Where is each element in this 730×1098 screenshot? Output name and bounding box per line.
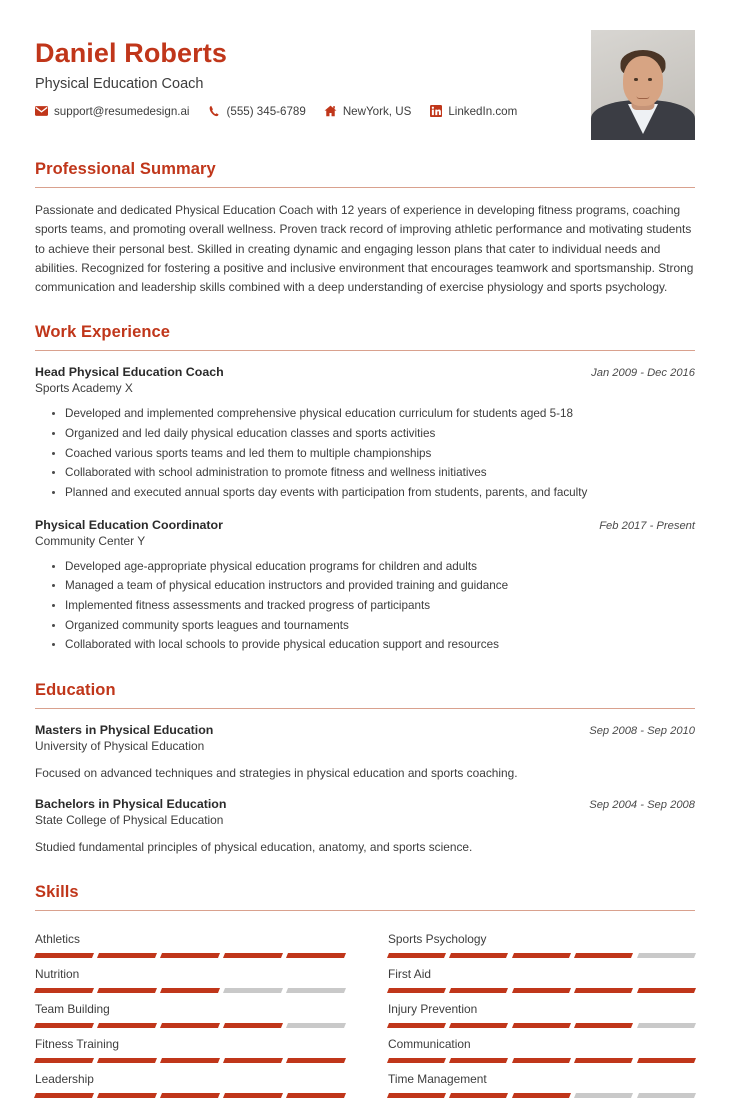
skill-level-segment [637,953,696,958]
school-name: State College of Physical Education [35,813,224,828]
skill-level-segment [97,1058,157,1063]
skill-level-segment [160,1093,220,1098]
skill-level-segment [97,1023,157,1028]
skill-label: Time Management [388,1071,487,1086]
skill-label: Leadership [35,1071,94,1086]
skill-label: Nutrition [35,966,80,981]
header-text-block [35,30,517,118]
skill-label: Fitness Training [35,1036,119,1051]
skill-level-bar [388,1023,695,1028]
photo-mouth [637,96,650,99]
contact-text: support@resumedesign.ai [54,104,190,118]
skill-level-segment [97,953,157,958]
summary-text: Passionate and dedicated Physical Education Coach with 12 years of experience in developing fitness programs, coaching sports teams, and promoting overall wellness. Proven track record of improving athletic performance and motivating students to achieve their personal best. Skilled in creating dynamic and engaging lesson plans that cater to individual needs and abilities. Recognized for fostering a positive and inclusive environment that encourages teamwork and sportsmanship. Strong communication and leadership skills combined with a deep understanding of exercise physiology and sports psychology. [35,203,694,295]
job-date-range: Jan 2009 - Dec 2016 [591,367,695,380]
skill-level-segment [387,1093,446,1098]
skill-item [388,993,695,1028]
photo-eye-left [634,78,638,81]
home-icon [324,105,337,118]
list-item: Collaborated with school administration to promote fitness and wellness initiatives [52,463,695,483]
section-divider [35,910,695,911]
job-title: Physical Education Coach [35,75,204,92]
skill-item [388,1028,695,1063]
degree-title: Bachelors in Physical Education [35,797,227,812]
section-skills [35,883,695,1098]
contact-text: NewYork, US [342,104,412,118]
skill-level-segment [286,988,346,993]
job-bullet-list [52,557,695,655]
avatar [591,30,695,134]
skill-level-segment [512,1093,571,1098]
contact-text: (555) 345-6789 [226,104,306,118]
section-professional-summary [35,160,695,297]
list-item: Coached various sports teams and led them to multiple championships [52,444,695,464]
skill-item [35,958,345,993]
skill-level-segment [387,953,446,958]
skill-item [35,1028,345,1063]
skill-level-segment [223,1058,283,1063]
skill-level-segment [160,953,220,958]
skill-level-segment [34,1093,94,1098]
skill-level-segment [160,1023,220,1028]
job-date-range: Feb 2017 - Present [599,519,695,532]
section-divider [35,708,695,709]
resume-header [35,0,695,134]
skill-level-segment [449,1058,508,1063]
work-entry-header [35,365,695,379]
job-role: Physical Education Coordinator [35,517,223,532]
skill-item [388,1063,695,1098]
list-item: Collaborated with local schools to provide physical education support and resources [52,635,695,655]
contact-item-email[interactable] [35,105,190,118]
list-item: Planned and executed annual sports day events with participation from students, parents, and faculty [52,483,695,503]
skill-level-segment [512,988,571,993]
skill-level-segment [286,1093,346,1098]
list-item: Implemented fitness assessments and tracked progress of participants [52,596,695,616]
skill-label: Communication [388,1036,471,1051]
skill-level-segment [34,988,94,993]
section-education [35,681,695,857]
skill-level-segment [160,988,220,993]
contact-item-home[interactable] [324,105,412,118]
skill-level-bar [35,1093,345,1098]
skill-level-segment [512,953,571,958]
skill-level-segment [449,1023,508,1028]
skill-level-segment [97,988,157,993]
degree-title: Masters in Physical Education [35,722,214,737]
job-organization: Community Center Y [35,533,146,548]
skill-level-bar [388,953,695,958]
skills-grid [35,923,695,1098]
photo-eye-right [648,78,652,81]
skill-level-segment [449,988,508,993]
skill-level-segment [223,988,283,993]
section-divider [35,350,695,351]
skill-level-segment [512,1023,571,1028]
skill-item [35,1063,345,1098]
skill-level-segment [160,1058,220,1063]
job-bullet-list [52,404,695,502]
skill-level-segment [637,988,696,993]
skill-level-segment [34,953,94,958]
email-icon [35,105,48,118]
list-item: Managed a team of physical education instructors and provided training and guidance [52,576,695,596]
job-organization: Sports Academy X [35,381,133,396]
list-item: Developed age-appropriate physical education programs for children and adults [52,557,695,577]
skill-level-bar [388,988,695,993]
education-date-range: Sep 2004 - Sep 2008 [589,799,695,812]
education-description: Focused on advanced techniques and strategies in physical education and sports coaching. [35,765,518,780]
skill-level-segment [286,953,346,958]
skill-item [388,923,695,958]
skill-level-segment [34,1058,94,1063]
skill-item [388,958,695,993]
skill-label: Sports Psychology [388,931,487,946]
work-entry-header [35,518,695,532]
contact-item-linkedin[interactable] [429,105,517,118]
skill-level-segment [449,953,508,958]
skill-level-segment [574,988,633,993]
skill-item [35,993,345,1028]
phone-icon [208,105,221,118]
skill-level-segment [387,1023,446,1028]
contact-item-phone[interactable] [208,105,306,118]
skill-level-segment [637,1093,696,1098]
section-title-education: Education [35,680,116,699]
section-title-summary: Professional Summary [35,160,216,178]
skill-level-segment [637,1023,696,1028]
list-item: Organized and led daily physical education classes and sports activities [52,424,695,444]
skill-level-segment [387,988,446,993]
education-entry [35,797,695,856]
skill-level-segment [512,1058,571,1063]
skill-level-segment [286,1058,346,1063]
education-date-range: Sep 2008 - Sep 2010 [589,724,695,737]
education-entry [35,723,695,782]
skill-level-segment [574,953,633,958]
job-role: Head Physical Education Coach [35,365,224,380]
section-title-work: Work Experience [35,323,171,342]
work-entry [35,365,695,502]
list-item: Developed and implemented comprehensive physical education curriculum for students aged 5-18 [52,404,695,424]
education-entry-header [35,797,695,811]
skill-level-segment [387,1058,446,1063]
skill-level-segment [34,1023,94,1028]
skill-level-bar [35,1023,345,1028]
list-item: Organized community sports leagues and tournaments [52,616,695,636]
work-entry-list [35,365,695,655]
skill-level-segment [223,1093,283,1098]
skill-level-bar [35,1058,345,1063]
page-title: Daniel Roberts [35,38,227,68]
education-entry-header [35,723,695,737]
skill-item [35,923,345,958]
skill-level-segment [574,1023,633,1028]
contact-text: LinkedIn.com [448,104,518,118]
section-work-experience [35,323,695,655]
skill-level-bar [35,988,345,993]
skill-label: First Aid [388,966,431,981]
skill-level-segment [574,1093,633,1098]
skill-level-bar [388,1058,695,1063]
skill-level-segment [286,1023,346,1028]
skill-level-segment [223,953,283,958]
skill-level-segment [97,1093,157,1098]
work-entry [35,518,695,655]
skill-level-segment [449,1093,508,1098]
section-title-skills: Skills [35,882,79,901]
contact-row [35,105,517,118]
skill-level-segment [223,1023,283,1028]
education-description: Studied fundamental principles of physical education, anatomy, and sports science. [35,840,473,855]
skill-label: Injury Prevention [388,1001,478,1016]
school-name: University of Physical Education [35,738,205,753]
skill-label: Athletics [35,931,80,946]
skill-label: Team Building [35,1001,110,1016]
section-divider [35,187,695,188]
skill-level-bar [388,1093,695,1098]
skill-level-segment [637,1058,696,1063]
linkedin-icon [429,105,442,118]
skill-level-segment [574,1058,633,1063]
skill-level-bar [35,953,345,958]
education-entry-list [35,723,695,857]
